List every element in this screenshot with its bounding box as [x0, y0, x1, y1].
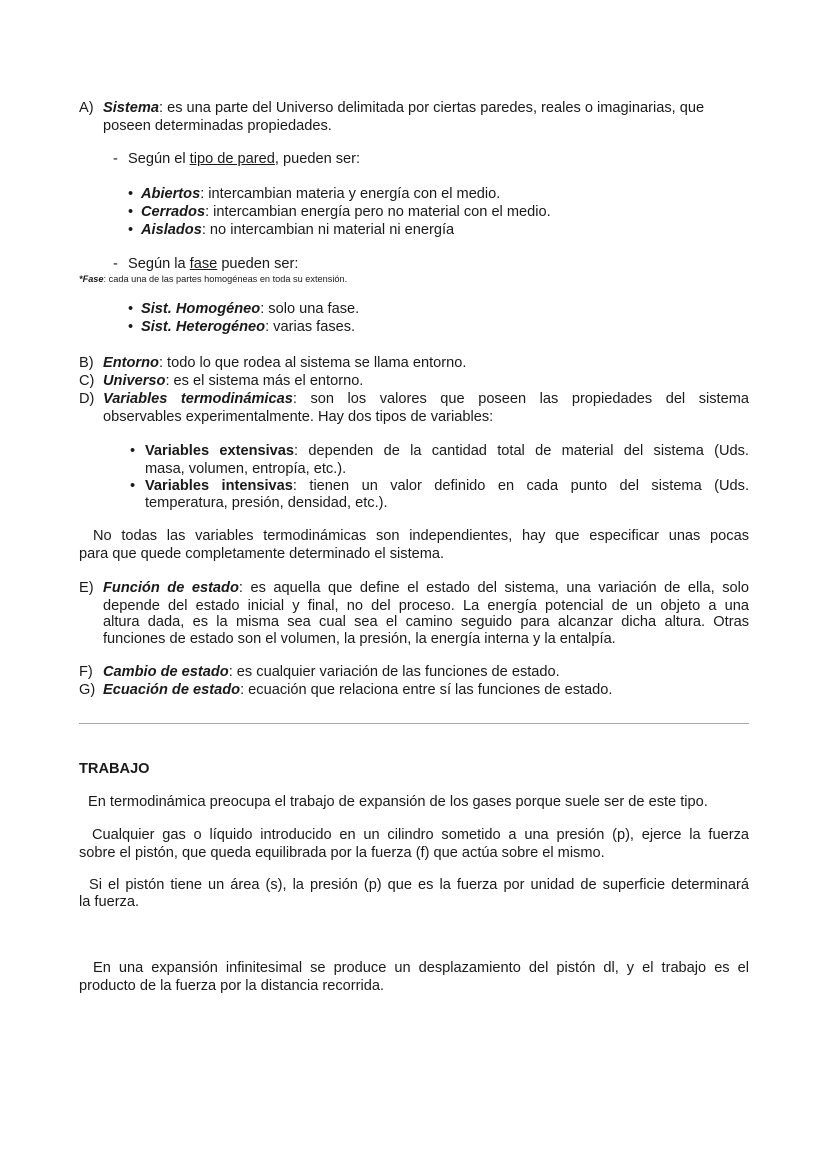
paragraph-line: En termodinámica preocupa el trabajo de expansión de los gases porque suele ser de este tipo.	[88, 794, 708, 810]
list-item: • Cerrados: intercambian energía pero no material con el medio.	[128, 204, 551, 220]
subheading-fase: - Según la fase pueden ser:	[113, 256, 299, 272]
definition-d: D) Variables termodinámicas: son los valores que poseen las propiedades del sistema	[79, 391, 750, 407]
bullet-icon: •	[128, 222, 134, 238]
definition-b: B) Entorno: todo lo que rodea al sistema se llama entorno.	[79, 355, 467, 371]
dash: -	[113, 256, 118, 272]
definition-a-continuation: poseen determinadas propiedades.	[103, 118, 332, 134]
underlined-term: tipo de pared	[189, 151, 275, 167]
list-item: • Variables intensivas: tienen un valor definido en cada punto del sistema (Uds.	[130, 478, 749, 494]
underlined-term: fase	[189, 256, 218, 272]
term-sistema: Sistema	[103, 100, 159, 116]
dash: -	[113, 151, 118, 167]
bullet-icon: •	[128, 301, 134, 317]
list-item-continuation: masa, volumen, entropía, etc.).	[145, 461, 347, 477]
list-marker: A)	[79, 100, 94, 116]
definition-text: : es una parte del Universo delimitada por ciertas paredes, reales o imaginarias, que	[158, 100, 705, 116]
bullet-icon: •	[130, 478, 136, 494]
bullet-icon: •	[128, 204, 134, 220]
paragraph-line: Si el pistón tiene un área (s), la presión (p) que es la fuerza por unidad de superficie determinará	[89, 877, 749, 893]
list-item: • Sist. Heterogéneo: varias fases.	[128, 319, 356, 335]
definition-c: C) Universo: es el sistema más el entorno.	[79, 373, 364, 389]
definition-g: G) Ecuación de estado: ecuación que relaciona entre sí las funciones de estado.	[79, 682, 613, 698]
definition-e: E) Función de estado: es aquella que define el estado del sistema, una variación de ella, solo	[79, 580, 750, 596]
section-heading: TRABAJO	[79, 761, 150, 777]
bullet-icon: •	[128, 186, 134, 202]
section-divider	[79, 723, 749, 724]
definition-e-continuation: depende del estado inicial y final, no del proceso. La energía potencial de un objeto a una	[103, 598, 749, 614]
list-item-continuation: temperatura, presión, densidad, etc.).	[145, 495, 388, 511]
bullet-icon: •	[130, 443, 136, 459]
list-item: • Abiertos: intercambian materia y energía con el medio.	[128, 186, 501, 202]
paragraph-line: la fuerza.	[79, 894, 140, 910]
paragraph-line: Cualquier gas o líquido introducido en un cilindro sometido a una presión (p), ejerce la fuerza	[92, 827, 749, 843]
paragraph-line: sobre el pistón, que queda equilibrada por la fuerza (f) que actúa sobre el mismo.	[79, 845, 605, 861]
definition-e-continuation: altura dada, es la misma sea cual sea el camino seguido para alcanzar dicha altura. Otras	[103, 614, 749, 630]
paragraph-line: para que quede completamente determinado el sistema.	[79, 546, 445, 562]
list-item: • Sist. Homogéneo: solo una fase.	[128, 301, 360, 317]
subheading-pared: - Según el tipo de pared, pueden ser:	[113, 151, 361, 167]
definition-e-continuation: funciones de estado son el volumen, la presión, la energía interna y la entalpía.	[103, 631, 616, 647]
definition-d-continuation: observables experimentalmente. Hay dos tipos de variables:	[103, 409, 494, 425]
paragraph-line: En una expansión infinitesimal se produce un desplazamiento del pistón dl, y el trabajo es el	[93, 960, 749, 976]
list-item: • Variables extensivas: dependen de la cantidad total de material del sistema (Uds.	[130, 443, 749, 459]
paragraph-line: producto de la fuerza por la distancia recorrida.	[79, 978, 385, 994]
paragraph-line: No todas las variables termodinámicas son independientes, hay que especificar unas pocas	[93, 528, 749, 544]
bullet-icon: •	[128, 319, 134, 335]
definition-f: F) Cambio de estado: es cualquier variación de las funciones de estado.	[79, 664, 560, 680]
footnote-fase: *Fase: cada una de las partes homogéneas en toda su extensión.	[79, 274, 348, 284]
list-item: • Aislados: no intercambian ni material ni energía	[128, 222, 455, 238]
definition-a	[79, 99, 704, 117]
